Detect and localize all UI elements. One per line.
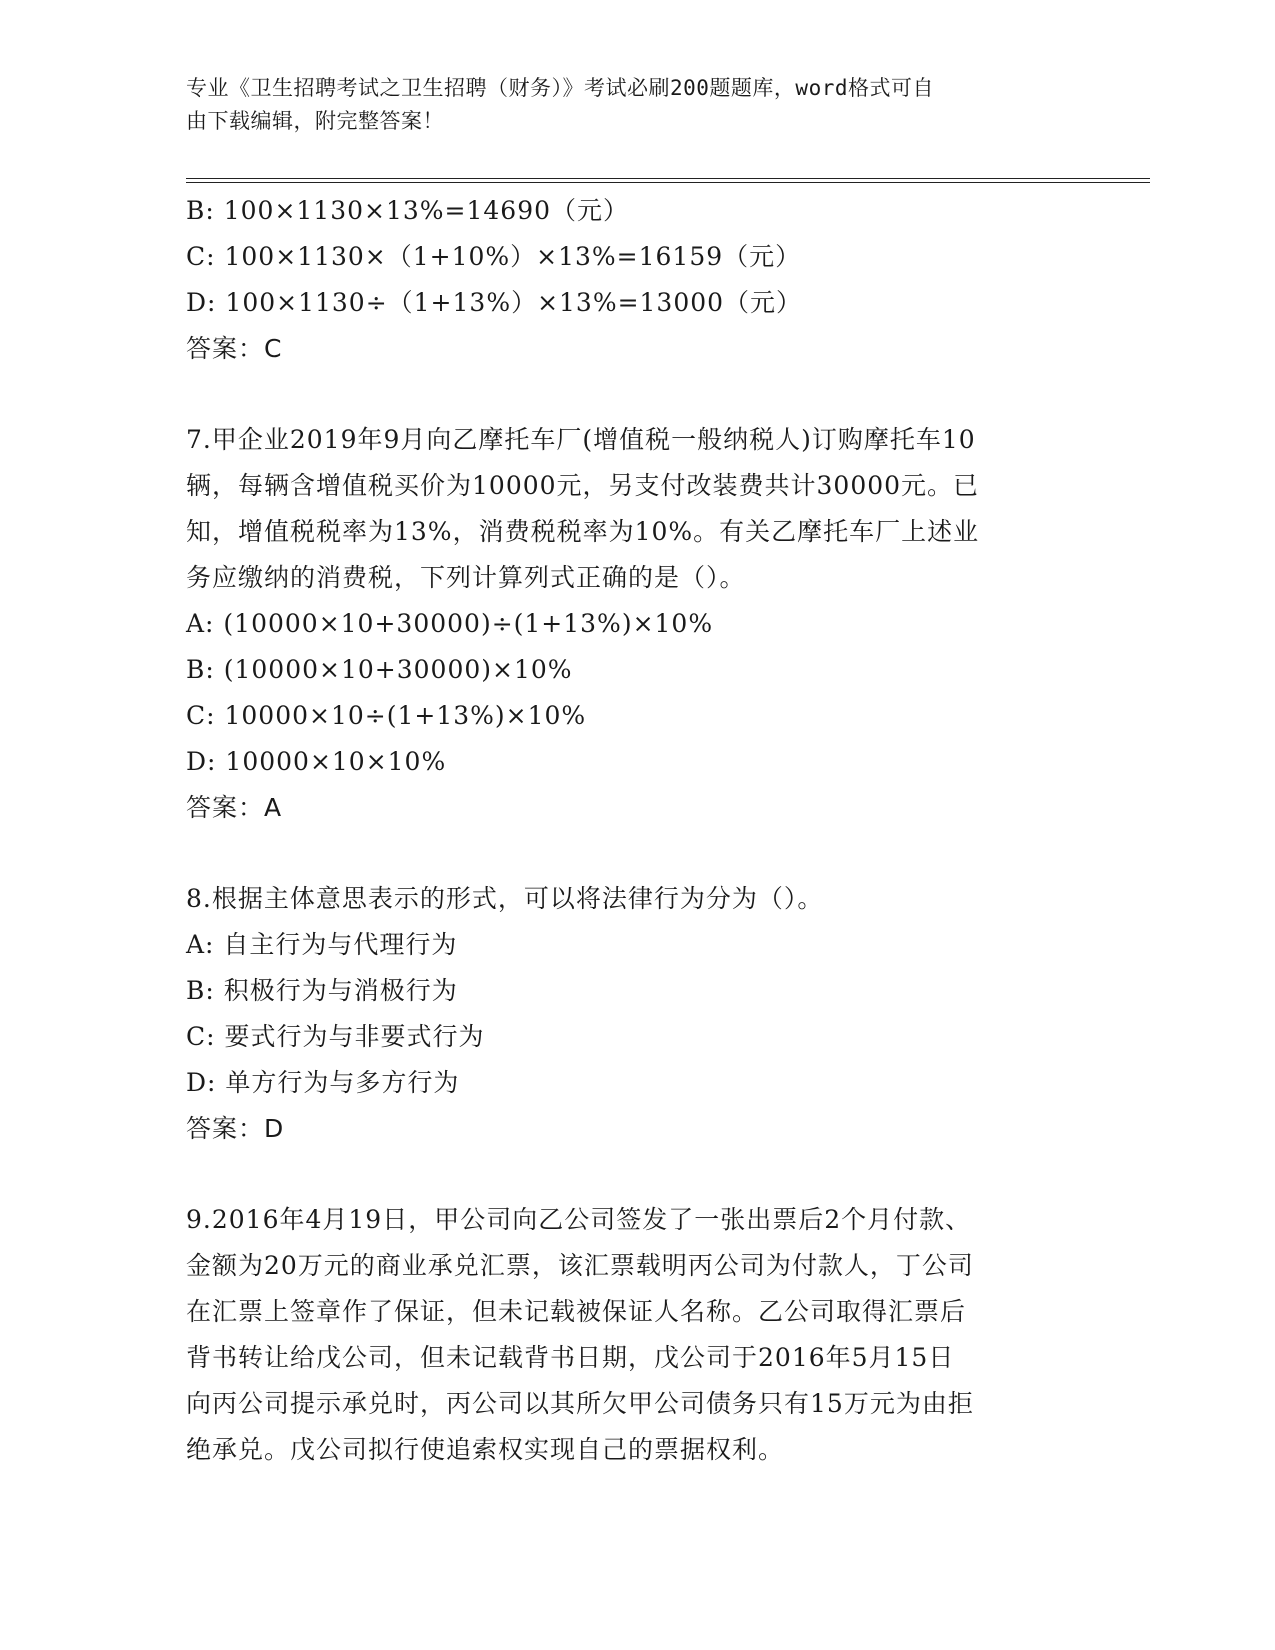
- q9-stem-line: 在汇票上签章作了保证，但未记载被保证人名称。乙公司取得汇票后: [186, 1297, 967, 1326]
- question-8: [186, 876, 1086, 1152]
- question-7: [186, 417, 1086, 831]
- q7-stem-line: 7.甲企业2019年9月向乙摩托车厂(增值税一般纳税人)订购摩托车10: [186, 425, 976, 454]
- document-header: [186, 72, 1066, 138]
- header-line-2: 由下载编辑，附完整答案！: [186, 109, 444, 133]
- q6-option-d: D: 100×1130÷（1+13%）×13%=13000（元）: [186, 288, 803, 317]
- q8-option-c: C: 要式行为与非要式行为: [186, 1022, 485, 1051]
- q8-answer: 答案：D: [186, 1114, 285, 1143]
- q6-option-b: B: 100×1130×13%=14690（元）: [186, 196, 630, 225]
- q7-stem-line: 知，增值税税率为13%，消费税税率为10%。有关乙摩托车厂上述业: [186, 517, 980, 546]
- document-body: [186, 188, 1086, 1473]
- q6-answer: 答案：C: [186, 334, 283, 363]
- q7-option-b: B: (10000×10+30000)×10%: [186, 655, 573, 684]
- q8-option-a: A: 自主行为与代理行为: [186, 930, 458, 959]
- spacer: [186, 1152, 1086, 1197]
- q9-stem-line: 金额为20万元的商业承兑汇票，该汇票载明丙公司为付款人，丁公司: [186, 1251, 974, 1280]
- q7-stem-line: 辆，每辆含增值税买价为10000元，另支付改装费共计30000元。已: [186, 471, 980, 500]
- q7-answer: 答案：A: [186, 793, 283, 822]
- q6-option-c: C: 100×1130×（1+10%）×13%=16159（元）: [186, 242, 802, 271]
- q7-option-a: A: (10000×10+30000)÷(1+13%)×10%: [186, 609, 714, 638]
- q8-option-d: D: 单方行为与多方行为: [186, 1068, 460, 1097]
- spacer: [186, 831, 1086, 876]
- q7-option-d: D: 10000×10×10%: [186, 747, 447, 776]
- q7-option-c: C: 10000×10÷(1+13%)×10%: [186, 701, 587, 730]
- q7-stem-line: 务应缴纳的消费税，下列计算列式正确的是（）。: [186, 563, 746, 592]
- q9-stem-line: 背书转让给戊公司，但未记载背书日期，戊公司于2016年5月15日: [186, 1343, 955, 1372]
- spacer: [186, 372, 1086, 417]
- header-divider-top: [186, 178, 1150, 179]
- question-9: [186, 1197, 1086, 1473]
- q8-stem: 8.根据主体意思表示的形式，可以将法律行为分为（）。: [186, 884, 824, 913]
- header-line-1: 专业《卫生招聘考试之卫生招聘（财务）》考试必刷200题题库，word格式可自: [186, 76, 934, 100]
- question-6-continuation: [186, 188, 1086, 372]
- q8-option-b: B: 积极行为与消极行为: [186, 976, 458, 1005]
- q9-stem-line: 向丙公司提示承兑时，丙公司以其所欠甲公司债务只有15万元为由拒: [186, 1389, 974, 1418]
- header-divider-bottom: [186, 182, 1150, 183]
- q9-stem-line: 绝承兑。戊公司拟行使追索权实现自己的票据权利。: [186, 1435, 785, 1464]
- q9-stem-line: 9.2016年4月19日，甲公司向乙公司签发了一张出票后2个月付款、: [186, 1205, 972, 1234]
